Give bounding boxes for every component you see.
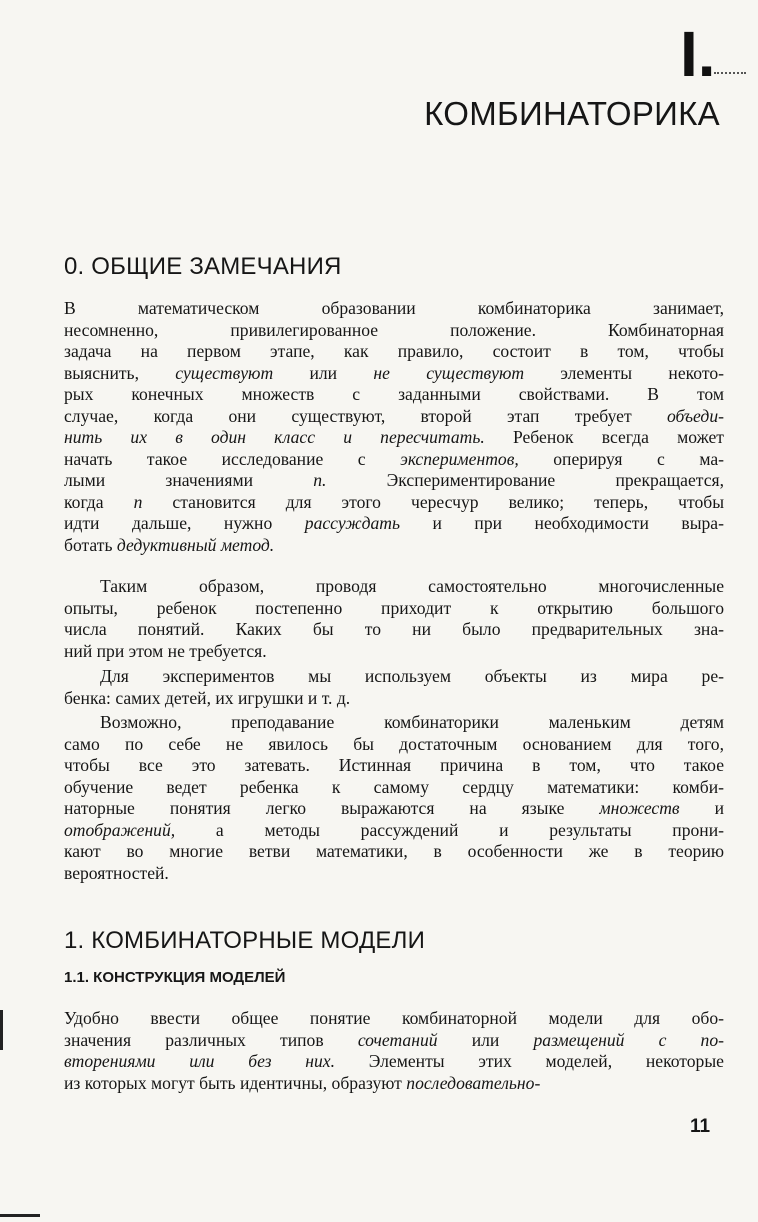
text-line: рых конечных множеств с заданными свойствами. В том: [64, 384, 724, 404]
paragraph-model-definition: [64, 1008, 724, 1094]
text-line: обучение ведет ребенка к самому сердцу математики: комби-: [64, 776, 724, 797]
text-line: Удобно ввести общее понятие комбинаторной модели для обо-: [64, 1008, 724, 1028]
text-line: начать такое исследование с экспериментов, оперируя с ма-: [64, 448, 724, 469]
text-line: чтобы все это затевать. Истинная причина в том, что такое: [64, 755, 724, 775]
text-line: выяснить, существуют или не существуют элементы некото-: [64, 362, 724, 383]
paragraph-objects: [64, 666, 724, 709]
paragraph-reason: [64, 712, 724, 884]
text-line: само по себе не явилось бы достаточным основанием для того,: [64, 733, 724, 754]
text-line: опыты, ребенок постепенно приходит к открытию большого: [64, 597, 724, 618]
text-line: вероятностей.: [64, 862, 169, 883]
text-line: задача на первом этапе, как правило, состоит в том, чтобы: [64, 341, 724, 361]
text-line: вторениями или без них. Элементы этих моделей, некоторые: [64, 1051, 724, 1071]
text-line: В математическом образовании комбинаторика занимает,: [64, 298, 724, 318]
text-line: кают во многие ветви математики, в особенности же в теорию: [64, 841, 724, 861]
text-line: наторные понятия легко выражаются на языке множеств и: [64, 798, 724, 818]
paragraph-experiments: [64, 576, 724, 662]
text-line: ботать дедуктивный метод.: [64, 534, 275, 555]
text-line: лыми значениями n. Экспериментирование прекращается,: [64, 470, 725, 490]
text-line: когда n становится для этого чересчур велико; теперь, чтобы: [64, 491, 725, 512]
text-line: отображений, а методы рассуждений и результаты прони-: [64, 819, 724, 840]
text-line: Для экспериментов мы используем объекты из мира ре-: [100, 666, 724, 686]
section-heading-general-remarks: 0. ОБЩИЕ ЗАМЕЧАНИЯ: [64, 253, 342, 280]
section-heading-combinatorial-models: 1. КОМБИНАТОРНЫЕ МОДЕЛИ: [64, 927, 426, 954]
text-line: бенка: самих детей, их игрушки и т. д.: [64, 687, 351, 708]
scan-edge-mark: [0, 1214, 40, 1217]
text-line: числа понятий. Каких бы то ни было предварительных зна-: [64, 619, 724, 639]
text-line: Таким образом, проводя самостоятельно многочисленные: [100, 576, 724, 596]
scan-edge-mark: [0, 1010, 3, 1050]
chapter-title: КОМБИНАТОРИКА: [424, 95, 720, 132]
text-line: из которых могут быть идентичны, образуют последовательно-: [64, 1072, 541, 1093]
text-line: ний при этом не требуется.: [64, 640, 267, 661]
text-line: значения различных типов сочетаний или размещений с по-: [64, 1029, 724, 1050]
paragraph-intro: [64, 298, 724, 556]
text-line: нить их в один класс и пересчитать. Ребенок всегда может: [64, 427, 724, 447]
subsection-heading-model-construction: 1.1. КОНСТРУКЦИЯ МОДЕЛЕЙ: [64, 969, 286, 986]
page-number: 11: [690, 1116, 711, 1137]
chapter-number: I.: [680, 18, 716, 90]
text-line: случае, когда они существуют, второй этап требует объеди-: [64, 405, 724, 426]
text-line: идти дальше, нужно рассуждать и при необходимости выра-: [64, 513, 724, 533]
text-line: несомненно, привилегированное положение. Комбинаторная: [64, 319, 724, 340]
text-line: Возможно, преподавание комбинаторики маленьким детям: [100, 712, 724, 732]
